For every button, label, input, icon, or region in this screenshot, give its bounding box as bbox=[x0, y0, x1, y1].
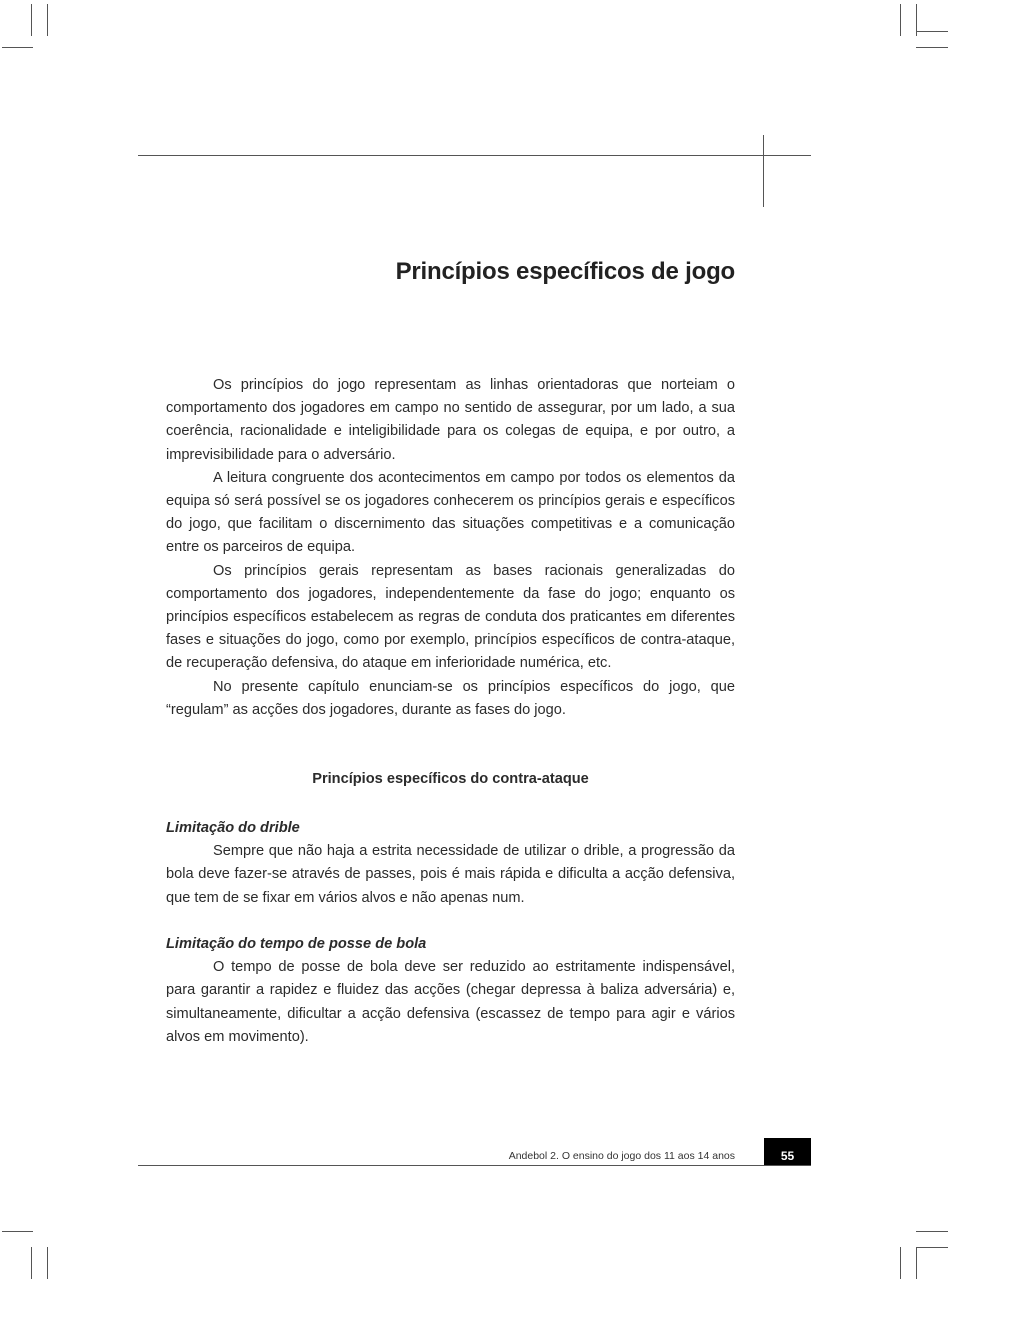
footer-rule bbox=[138, 1165, 811, 1166]
subsection-heading: Limitação do drible bbox=[166, 820, 300, 836]
crop-mark bbox=[916, 1231, 948, 1232]
chapter-title: Princípios específicos de jogo bbox=[395, 258, 735, 285]
crop-mark bbox=[47, 4, 48, 36]
paragraph: O tempo de posse de bola deve ser reduzido ao estritamente indispensável, para garantir a rapidez e fluidez das acções (chegar depressa à baliza adversária) e, simultaneamente, dificultar a acção defensiva (escassez de tempo para agir e vários alvos em movimento). bbox=[166, 959, 735, 1045]
crop-mark bbox=[31, 1247, 32, 1279]
crop-mark bbox=[900, 1247, 901, 1279]
header-vertical-rule bbox=[763, 135, 764, 207]
crop-mark bbox=[916, 1247, 948, 1248]
subsection bbox=[166, 933, 735, 1049]
paragraph: Os princípios do jogo representam as linhas orientadoras que norteiam o comportamento dos jogadores em campo no sentido de assegurar, por um lado, a sua coerência, racionalidade e inteligibilidade para os colegas de equipa, e por outro, a imprevisibilidade para o adversário. bbox=[166, 377, 735, 463]
section-title: Princípios específicos do contra-ataque bbox=[312, 771, 589, 787]
paragraph: Sempre que não haja a estrita necessidade de utilizar o drible, a progressão da bola deve fazer-se através de passes, pois é mais rápida e dificulta a acção defensiva, que tem de se fixar em vários alvos e não apenas num. bbox=[166, 843, 735, 906]
subsection-heading: Limitação do tempo de posse de bola bbox=[166, 936, 427, 952]
paragraph: A leitura congruente dos acontecimentos em campo por todos os elementos da equipa só será possível se os jogadores conhecerem os princípios gerais e específicos do jogo, que facilitam o discernimento das situações competitivas e a comunicação entre os parceiros de equipa. bbox=[166, 469, 735, 556]
crop-mark bbox=[31, 4, 32, 36]
crop-mark bbox=[2, 47, 33, 48]
footer-book-title: Andebol 2. O ensino do jogo dos 11 aos 14 anos bbox=[508, 1150, 735, 1162]
crop-mark bbox=[916, 47, 948, 48]
crop-mark bbox=[47, 1247, 48, 1279]
subsection bbox=[166, 817, 735, 910]
paragraph: Os princípios gerais representam as bases racionais generalizadas do comportamento dos jogadores, independentemente da fase do jogo; enquanto os princípios específicos estabelecem as regras de conduta dos praticantes em diferentes fases e situações do jogo, como por exemplo, princípios específicos de contra-ataque, de recuperação defensiva, do ataque em inferioridade numérica, etc. bbox=[166, 562, 735, 672]
page-number: 55 bbox=[764, 1138, 811, 1165]
header-rule bbox=[138, 155, 811, 156]
intro-text bbox=[166, 374, 735, 722]
paragraph: No presente capítulo enunciam-se os princípios específicos do jogo, que “regulam” as acções dos jogadores, durante as fases do jogo. bbox=[166, 678, 735, 718]
crop-mark bbox=[2, 1231, 33, 1232]
crop-mark bbox=[916, 31, 948, 32]
crop-mark bbox=[916, 1247, 917, 1279]
crop-mark bbox=[900, 4, 901, 36]
